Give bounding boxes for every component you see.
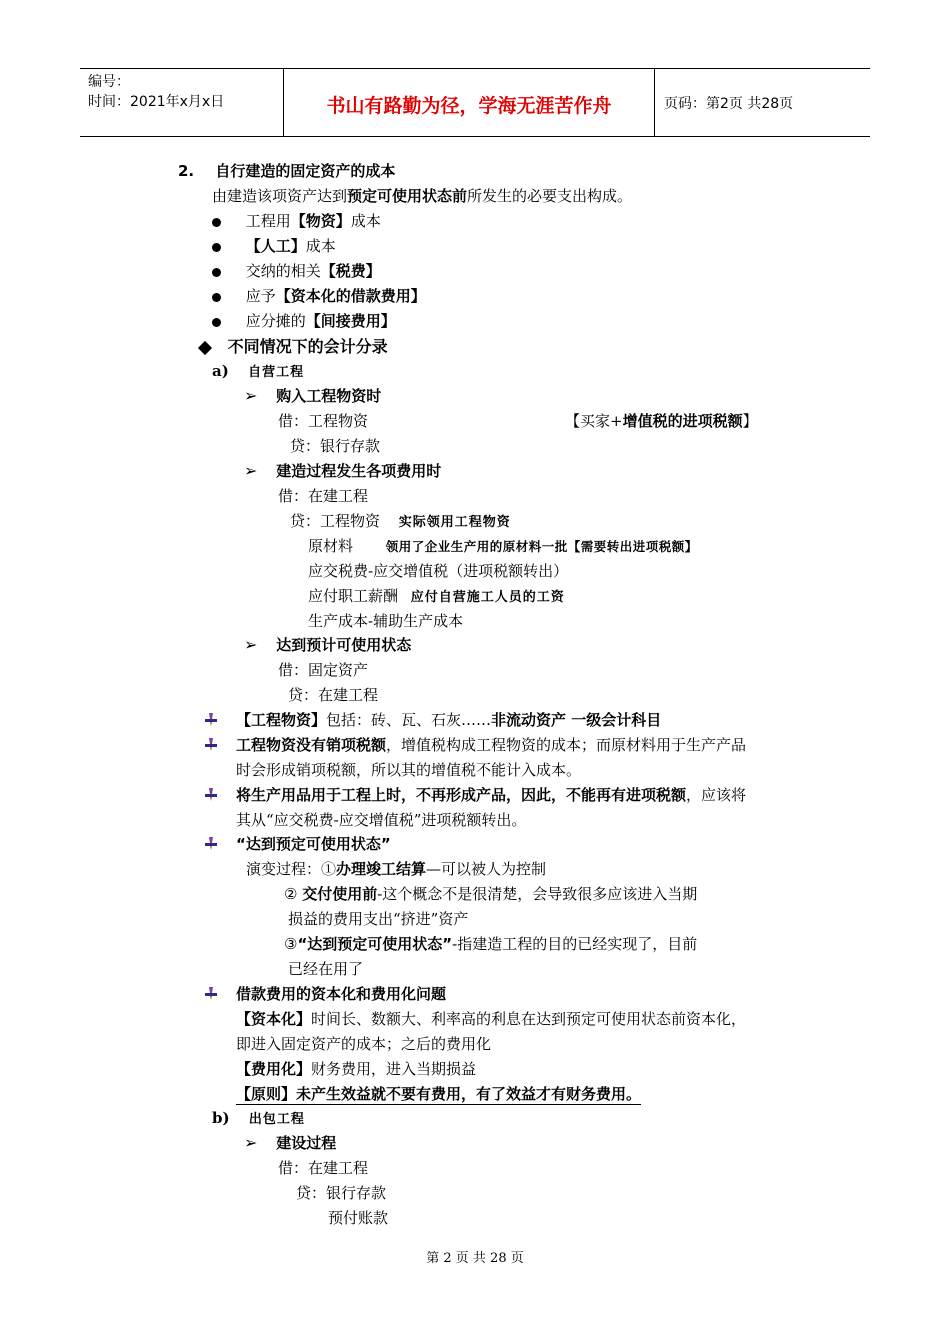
note-text: —可以被人为控制 <box>426 860 547 878</box>
step-heading <box>244 461 441 481</box>
diamond-bullet-icon <box>198 340 212 354</box>
note-bold: 办理竣工结算 <box>336 860 427 878</box>
note-line: 借款费用的资本化和费用化问题 <box>236 985 447 1003</box>
header-meta <box>88 72 224 112</box>
subsection-title: 自营工程 <box>248 365 305 380</box>
step-title: 达到预计可使用状态 <box>276 636 412 654</box>
journal-credit <box>308 586 565 608</box>
time-label: 时间：2021年x月x日 <box>88 94 225 110</box>
bullet-text: 成本 <box>350 212 381 230</box>
step-heading <box>244 386 381 406</box>
journal-debit: 借：固定资产 <box>278 661 369 679</box>
step-title: 建造过程发生各项费用时 <box>276 462 442 480</box>
bullet-icon <box>212 243 221 252</box>
note-line <box>236 1009 746 1029</box>
subsection-label: b) <box>212 1109 230 1127</box>
journal-debit: 借：工程物资 <box>278 412 369 430</box>
note-bold: 交付使用前 <box>302 885 378 903</box>
arrow-bullet-icon: ➢ <box>244 635 258 654</box>
document-header <box>80 68 870 137</box>
note-bold: 【费用化】 <box>236 1060 312 1078</box>
list-item <box>212 311 396 331</box>
journal-note <box>565 411 758 431</box>
bullet-icon <box>212 318 221 327</box>
credit-text: 应付职工薪酬 <box>308 587 399 605</box>
entries-heading <box>200 337 388 357</box>
note-bold: 工程物资没有销项税额 <box>236 736 387 754</box>
pushpin-icon <box>203 836 219 850</box>
journal-credit: 生产成本-辅助生产成本 <box>308 612 464 630</box>
section-number: 2. <box>178 162 195 180</box>
bullet-bold: 【人工】 <box>245 237 306 255</box>
note-line: “达到预定可使用状态” <box>236 835 391 853</box>
journal-credit: 应交税费-应交增值税（进项税额转出） <box>308 562 569 580</box>
note-line <box>236 785 746 805</box>
bullet-text: 成本 <box>305 237 336 255</box>
note-line <box>246 859 546 879</box>
bullet-icon <box>212 293 221 302</box>
note-line <box>236 735 746 755</box>
arrow-bullet-icon: ➢ <box>244 461 258 480</box>
note-text: ② <box>284 885 303 903</box>
section-intro <box>212 186 632 206</box>
pushpin-icon <box>203 787 219 801</box>
note-line: 即进入固定资产的成本；之后的费用化 <box>236 1035 492 1053</box>
step-heading <box>244 1133 336 1153</box>
note-text: 财务费用，进入当期损益 <box>311 1060 477 1078</box>
note-text: ③ <box>284 935 298 953</box>
bullet-icon <box>212 268 221 277</box>
subsection-heading <box>212 1108 305 1130</box>
section-heading <box>178 161 395 181</box>
subsection-heading <box>212 361 304 383</box>
note-text: -指建造工程的目的已经实现了，目前 <box>452 935 698 953</box>
step-heading <box>244 635 411 655</box>
subsection-title: 出包工程 <box>248 1112 305 1127</box>
page-label: 页码：第2页 共28页 <box>664 96 794 112</box>
section-title: 自行建造的固定资产的成本 <box>215 162 396 180</box>
credit-note: 实际领用工程物资 <box>398 515 511 530</box>
pushpin-icon <box>203 712 219 726</box>
list-item <box>212 261 381 281</box>
note-text: 演变过程：① <box>246 860 337 878</box>
note-bold: 【工程物资】 <box>236 711 327 729</box>
journal-credit: 预付账款 <box>328 1209 389 1227</box>
note-bold: 【资本化】 <box>236 1010 312 1028</box>
credit-note: 应付自营施工人员的工资 <box>410 590 565 605</box>
note-bold: 增值税的进项税额 <box>622 412 743 430</box>
list-item <box>212 211 381 231</box>
note-line <box>236 710 661 730</box>
note-text: ，应该将 <box>686 786 747 804</box>
credit-note: 领用了企业生产用的原材料一批【需要转出进项税额】 <box>385 539 698 554</box>
journal-credit: 贷：银行存款 <box>296 1184 387 1202</box>
header-divider <box>654 69 655 136</box>
header-motto: 书山有路勤为径，学海无涯苦作舟 <box>326 95 612 117</box>
entries-title: 不同情况下的会计分录 <box>227 337 388 356</box>
credit-text: 贷：工程物资 <box>290 512 381 530</box>
journal-credit <box>290 511 511 533</box>
note-line <box>236 1059 476 1079</box>
bullet-bold: 【间接费用】 <box>305 312 396 330</box>
list-item <box>212 236 336 256</box>
note-line <box>284 884 697 904</box>
note-bold: 非流动资产 一级会计科目 <box>491 711 662 729</box>
number-label: 编号： <box>88 74 130 90</box>
note-text: ，增值税构成工程物资的成本；而原材料用于生产产品 <box>386 736 747 754</box>
bullet-text: 交纳的相关 <box>245 262 321 280</box>
note-bold: 将生产用品用于工程上时，不再形成产品，因此，不能再有进项税额 <box>236 786 687 804</box>
subsection-label: a) <box>212 362 229 380</box>
bullet-bold: 【物资】 <box>290 212 351 230</box>
page-footer: 第 2 页 共 28 页 <box>426 1251 524 1266</box>
note-line: 损益的费用支出“挤进”资产 <box>288 910 469 928</box>
list-item <box>212 286 426 306</box>
arrow-bullet-icon: ➢ <box>244 386 258 405</box>
principle-text: 【原则】未产生效益就不要有费用，有了效益才有财务费用。 <box>236 1085 642 1103</box>
intro-text: 由建造该项资产达到 <box>212 187 348 205</box>
note-line: 已经在用了 <box>288 960 364 978</box>
note-text: 】 <box>742 412 758 430</box>
bullet-bold: 【资本化的借款费用】 <box>275 287 426 305</box>
step-title: 购入工程物资时 <box>276 387 382 405</box>
note-line <box>284 934 697 954</box>
journal-credit: 贷：银行存款 <box>290 437 381 455</box>
arrow-bullet-icon: ➢ <box>244 1133 258 1152</box>
note-text: 时间长、数额大、利率高的利息在达到预定可使用状态前资本化， <box>311 1010 747 1028</box>
note-line: 其从“应交税费-应交增值税”进项税额转出。 <box>236 811 527 829</box>
bullet-text: 工程用 <box>245 212 291 230</box>
note-text: 【买家+ <box>565 412 623 430</box>
journal-credit: 贷：在建工程 <box>288 686 379 704</box>
step-title: 建设过程 <box>276 1134 337 1152</box>
bullet-text: 应予 <box>245 287 276 305</box>
note-text: 包括：砖、瓦、石灰…… <box>326 711 492 729</box>
bullet-text: 应分摊的 <box>245 312 306 330</box>
pushpin-icon <box>203 737 219 751</box>
bullet-icon <box>212 218 221 227</box>
intro-bold: 预定可使用状态前 <box>347 187 468 205</box>
note-line <box>236 1084 641 1104</box>
journal-debit: 借：在建工程 <box>278 487 369 505</box>
credit-text: 原材料 <box>308 537 354 555</box>
pushpin-icon <box>203 986 219 1000</box>
journal-debit: 借：在建工程 <box>278 1159 369 1177</box>
bullet-bold: 【税费】 <box>320 262 381 280</box>
intro-text: 所发生的必要支出构成。 <box>467 187 633 205</box>
note-text: -这个概念不是很清楚，会导致很多应该进入当期 <box>377 885 698 903</box>
note-bold: “达到预定可使用状态” <box>297 935 453 953</box>
journal-credit <box>308 536 698 557</box>
note-line: 时会形成销项税额，所以其的增值税不能计入成本。 <box>236 761 582 779</box>
